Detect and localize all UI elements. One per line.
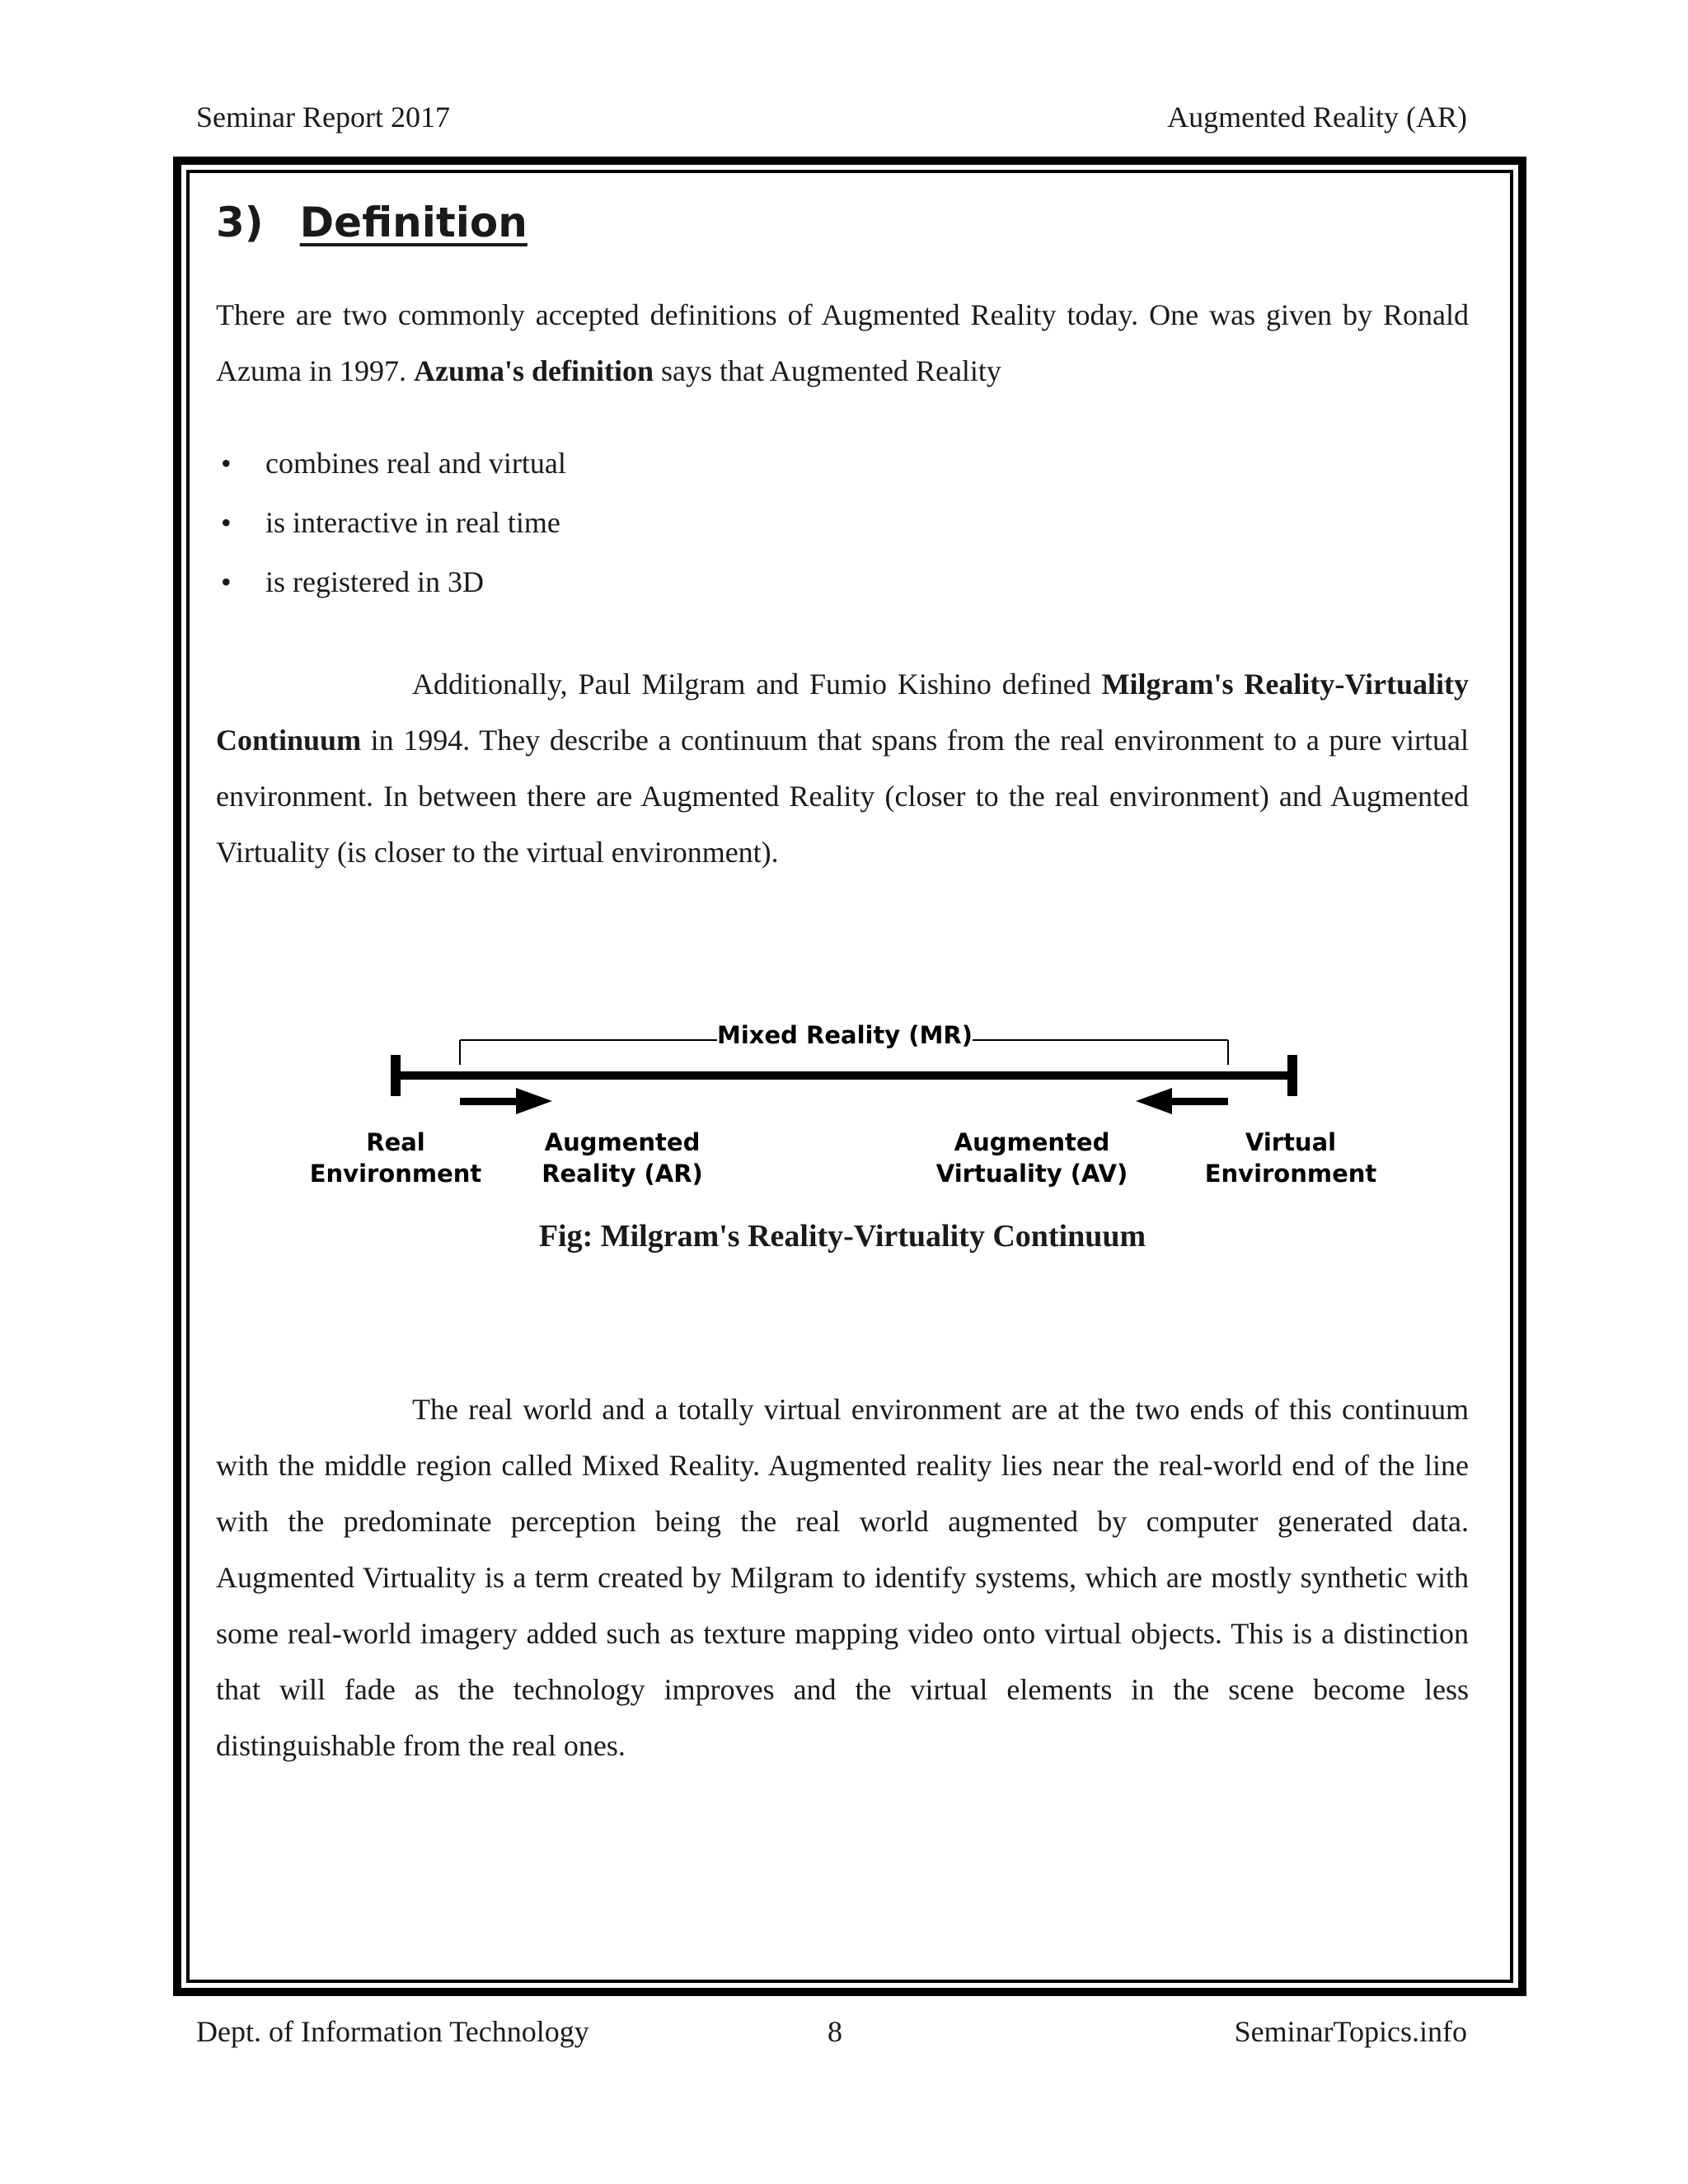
virtual-environment-label-line1: Virtual bbox=[1245, 1128, 1337, 1156]
footer-website: SeminarTopics.info bbox=[1234, 2015, 1467, 2048]
section-heading bbox=[216, 190, 1469, 255]
paragraph-azuma bbox=[216, 287, 1469, 399]
bold-term-continuum: Milgram's Reality-Virtuality Continuum bbox=[216, 668, 1469, 757]
arrow-left-icon bbox=[1136, 1088, 1228, 1114]
paragraph-mixed-reality: The real world and a totally virtual environment are at the two ends of this continuum with the middle region called Mixed Reality. Augmented reality lies near the real-world end of the line with the predominate perception being the real world augmented by computer generated data. Augmented Virtuality is a term created by Milgram to identify systems, which are mostly synthetic with some real-world imagery added such as texture mapping video onto virtual objects. This is a distinction that will fade as the technology improves and the virtual elements in the scene become less distinguishable from the real ones. bbox=[216, 1393, 1469, 1762]
augmented-virtuality-label-line1: Augmented bbox=[954, 1128, 1110, 1156]
bullet-icon: • bbox=[221, 506, 232, 539]
header-topic: Augmented Reality (AR) bbox=[1167, 101, 1467, 134]
paragraph-block-mixed-reality bbox=[216, 1381, 1469, 1774]
list-item-text: is interactive in real time bbox=[265, 506, 560, 539]
figure-caption: Fig: Milgram's Reality-Virtuality Continuum bbox=[538, 1219, 1146, 1254]
virtual-environment-label-line2: Environment bbox=[1204, 1160, 1377, 1188]
definition-bullet-list bbox=[216, 434, 1469, 612]
real-environment-label-line1: Real bbox=[366, 1128, 425, 1156]
mixed-reality-label: Mixed Reality (MR) bbox=[716, 1021, 973, 1049]
list-item bbox=[216, 434, 1469, 493]
augmented-reality-label-line1: Augmented bbox=[544, 1128, 701, 1156]
running-header bbox=[196, 97, 1467, 137]
axis-right-end-tick bbox=[1287, 1055, 1297, 1096]
header-report-title: Seminar Report 2017 bbox=[196, 101, 450, 134]
page-number: 8 bbox=[828, 2015, 842, 2048]
continuum-axis bbox=[394, 1071, 1294, 1080]
list-item bbox=[216, 493, 1469, 552]
paragraph-text: in 1994. They describe a continuum that spans from the real environment to a pure virtual environment. In between there are Augmented Reality (closer to the real environment) and Augmented Virtuality (is closer to the virtual environment). bbox=[216, 724, 1469, 869]
augmented-reality-label-line2: Reality (AR) bbox=[542, 1160, 703, 1188]
paragraph-text: Additionally, Paul Milgram and Fumio Kishino defined bbox=[412, 668, 1102, 701]
list-item bbox=[216, 552, 1469, 612]
list-item-text: combines real and virtual bbox=[265, 447, 566, 480]
page-content bbox=[216, 190, 1469, 880]
paragraph-text: There are two commonly accepted definitions of Augmented Reality today. One was given by Ronald Azuma in 1997. bbox=[216, 298, 1469, 387]
bullet-icon: • bbox=[221, 447, 232, 480]
footer-department: Dept. of Information Technology bbox=[196, 2015, 589, 2048]
bullet-icon: • bbox=[221, 565, 232, 598]
augmented-virtuality-label-line2: Virtuality (AV) bbox=[935, 1160, 1128, 1188]
section-title: Definition bbox=[299, 199, 528, 246]
reality-virtuality-continuum-diagram bbox=[305, 1007, 1393, 1188]
list-item-text: is registered in 3D bbox=[265, 565, 484, 598]
section-number: 3) bbox=[216, 199, 264, 246]
arrow-right-icon bbox=[460, 1088, 552, 1114]
paragraph-milgram bbox=[216, 656, 1469, 880]
real-environment-label-line2: Environment bbox=[309, 1160, 482, 1188]
running-footer bbox=[196, 2014, 1467, 2055]
paragraph-text: says that Augmented Reality bbox=[654, 354, 1001, 387]
bold-term-azuma-definition: Azuma's definition bbox=[413, 354, 654, 387]
axis-left-end-tick bbox=[391, 1055, 401, 1096]
